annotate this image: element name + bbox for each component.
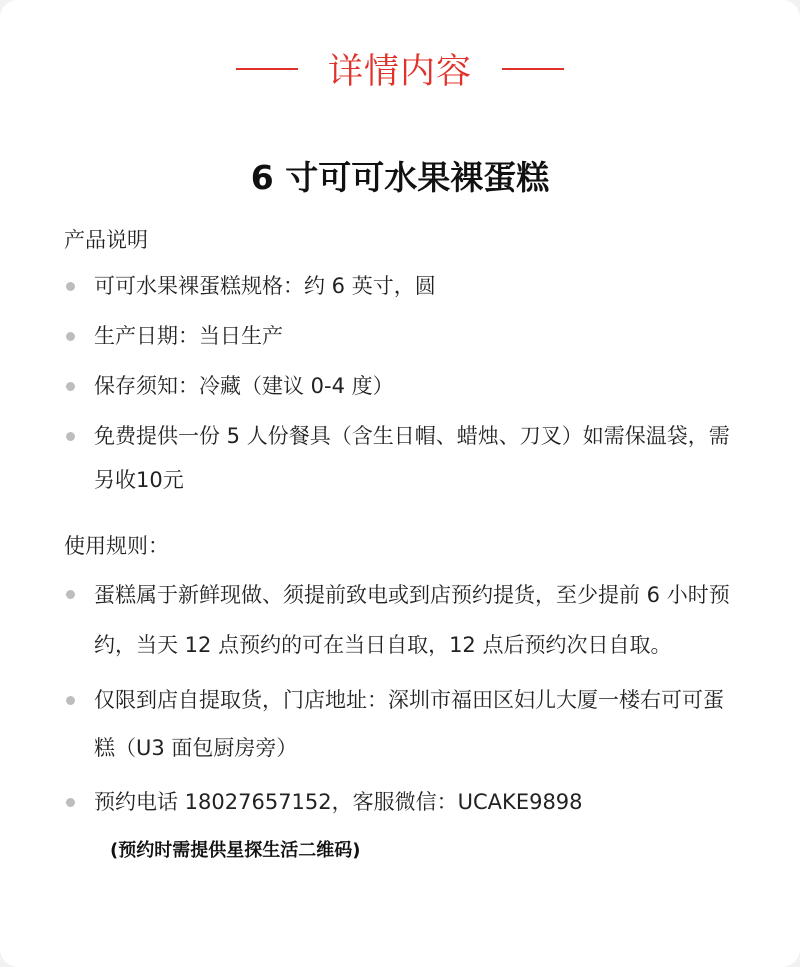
section-header <box>0 44 800 94</box>
list-item <box>64 570 744 670</box>
list-item-text: 可可水果裸蛋糕规格：约 6 英寸，圆 <box>94 274 436 298</box>
header-divider-left <box>236 68 298 70</box>
list-item-text: 预约电话 18027657152，客服微信：UCAKE9898 <box>94 790 583 814</box>
bullet-icon <box>66 282 75 291</box>
list-item <box>64 264 744 308</box>
list-item <box>64 778 744 826</box>
list-item-text: 生产日期：当日生产 <box>94 324 283 348</box>
list-item-text: 保存须知：冷藏（建议 0-4 度） <box>94 374 394 398</box>
list-item <box>64 314 744 358</box>
list-item-text: 仅限到店自提取货，门店地址：深圳市福田区妇儿大厦一楼右可可蛋糕（U3 面包厨房旁） <box>94 688 724 760</box>
bullet-icon <box>66 432 75 441</box>
product-title: 6 寸可可水果裸蛋糕 <box>250 158 550 197</box>
usage-rules-list <box>64 570 744 826</box>
list-item <box>64 676 744 772</box>
qr-code-note: (预约时需提供星探生活二维码) <box>110 840 361 861</box>
list-item <box>64 414 744 502</box>
product-info-list <box>64 264 744 502</box>
header-divider-right <box>502 68 564 70</box>
product-info-heading: 产品说明 <box>64 228 148 252</box>
list-item <box>64 364 744 408</box>
header-title: 详情内容 <box>327 52 472 92</box>
list-item-text: 免费提供一份 5 人份餐具（含生日帽、蜡烛、刀叉）如需保温袋，需另收10元 <box>94 424 730 492</box>
list-item-text: 蛋糕属于新鲜现做、须提前致电或到店预约提货，至少提前 6 小时预约，当天 12 点预约的可在当日自取，12 点后预约次日自取。 <box>94 583 730 657</box>
bullet-icon <box>66 332 75 341</box>
bullet-icon <box>66 382 75 391</box>
bullet-icon <box>66 590 75 599</box>
usage-rules-heading: 使用规则： <box>64 534 169 558</box>
detail-content <box>64 222 744 862</box>
bullet-icon <box>66 798 75 807</box>
bullet-icon <box>66 696 75 705</box>
